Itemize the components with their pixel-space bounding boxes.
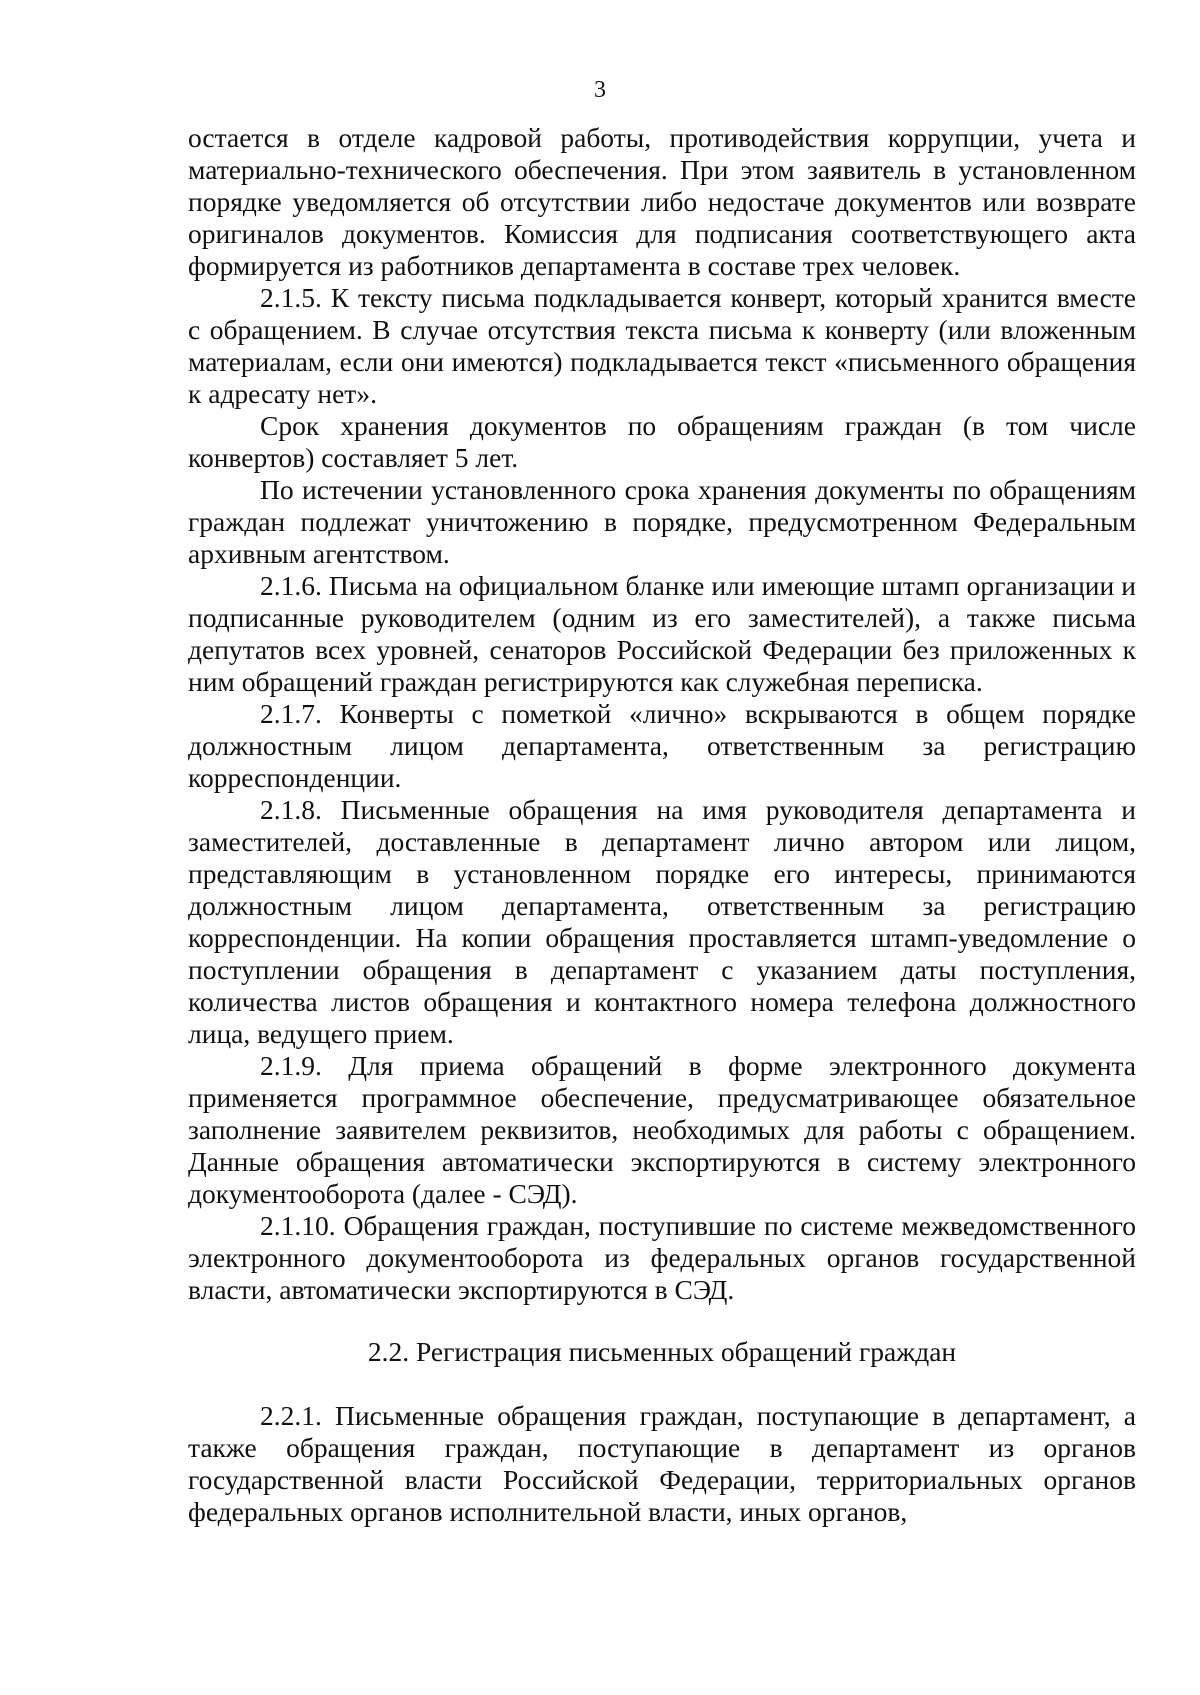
page-number: 3: [594, 77, 606, 103]
paragraph-2-1-10: 2.1.10. Обращения граждан, поступившие по системе межведомственного электронного документооборота из федеральных органов государственной власти, автоматически экспортируются в СЭД.: [188, 1210, 1136, 1305]
paragraph-destruction: По истечении установленного срока хранения документы по обращениям граждан подлежат уничтожению в порядке, предусмотренном Федеральным архивным агентством.: [188, 474, 1136, 569]
paragraph-2-1-7: 2.1.7. Конверты с пометкой «лично» вскрываются в общем порядке должностным лицом департамента, ответственным за регистрацию корреспонденции.: [188, 698, 1136, 793]
paragraph-2-1-8: 2.1.8. Письменные обращения на имя руководителя департамента и заместителей, доставленные в департамент лично автором или лицом, представляющим в установленном порядке его интересы, принимаются должностным лицом департамента, ответственным за регистрацию корреспонденции. На копии обращения проставляется штамп-уведомление о поступлении обращения в департамент с указанием даты поступления, количества листов обращения и контактного номера телефона должностного лица, ведущего прием.: [188, 794, 1136, 1049]
paragraph-continuation: остается в отделе кадровой работы, противодействия коррупции, учета и материально-технического обеспечения. При этом заявитель в установленном порядке уведомляется об отсутствии либо недостаче документов или возврате оригиналов документов. Комиссия для подписания соответствующего акта формируется из работников департамента в составе трех человек.: [188, 122, 1136, 281]
section-heading-2-2: 2.2. Регистрация письменных обращений граждан: [367, 1336, 957, 1367]
paragraph-2-1-9: 2.1.9. Для приема обращений в форме электронного документа применяется программное обеспечение, предусматривающее обязательное заполнение заявителем реквизитов, необходимых для работы с обращением. Данные обращения автоматически экспортируются в систему электронного документооборота (далее - СЭД).: [188, 1050, 1136, 1209]
paragraph-2-1-5: 2.1.5. К тексту письма подкладывается конверт, который хранится вместе с обращением. В случае отсутствия текста письма к конверту (или вложенным материалам, если они имеются) подкладывается текст «письменного обращения к адресату нет».: [188, 282, 1136, 409]
paragraph-2-2-1: 2.2.1. Письменные обращения граждан, поступающие в департамент, а также обращения граждан, поступающие в департамент из органов государственной власти Российской Федерации, территориальных органов федеральных органов исполнительной власти, иных органов,: [188, 1400, 1136, 1527]
document-body: [188, 122, 1136, 1528]
paragraph-storage-term: Срок хранения документов по обращениям граждан (в том числе конвертов) составляет 5 лет.: [188, 410, 1136, 473]
paragraph-2-1-6: 2.1.6. Письма на официальном бланке или имеющие штамп организации и подписанные руководителем (одним из его заместителей), а также письма депутатов всех уровней, сенаторов Российской Федерации без приложенных к ним обращений граждан регистрируются как служебная переписка.: [188, 570, 1136, 697]
